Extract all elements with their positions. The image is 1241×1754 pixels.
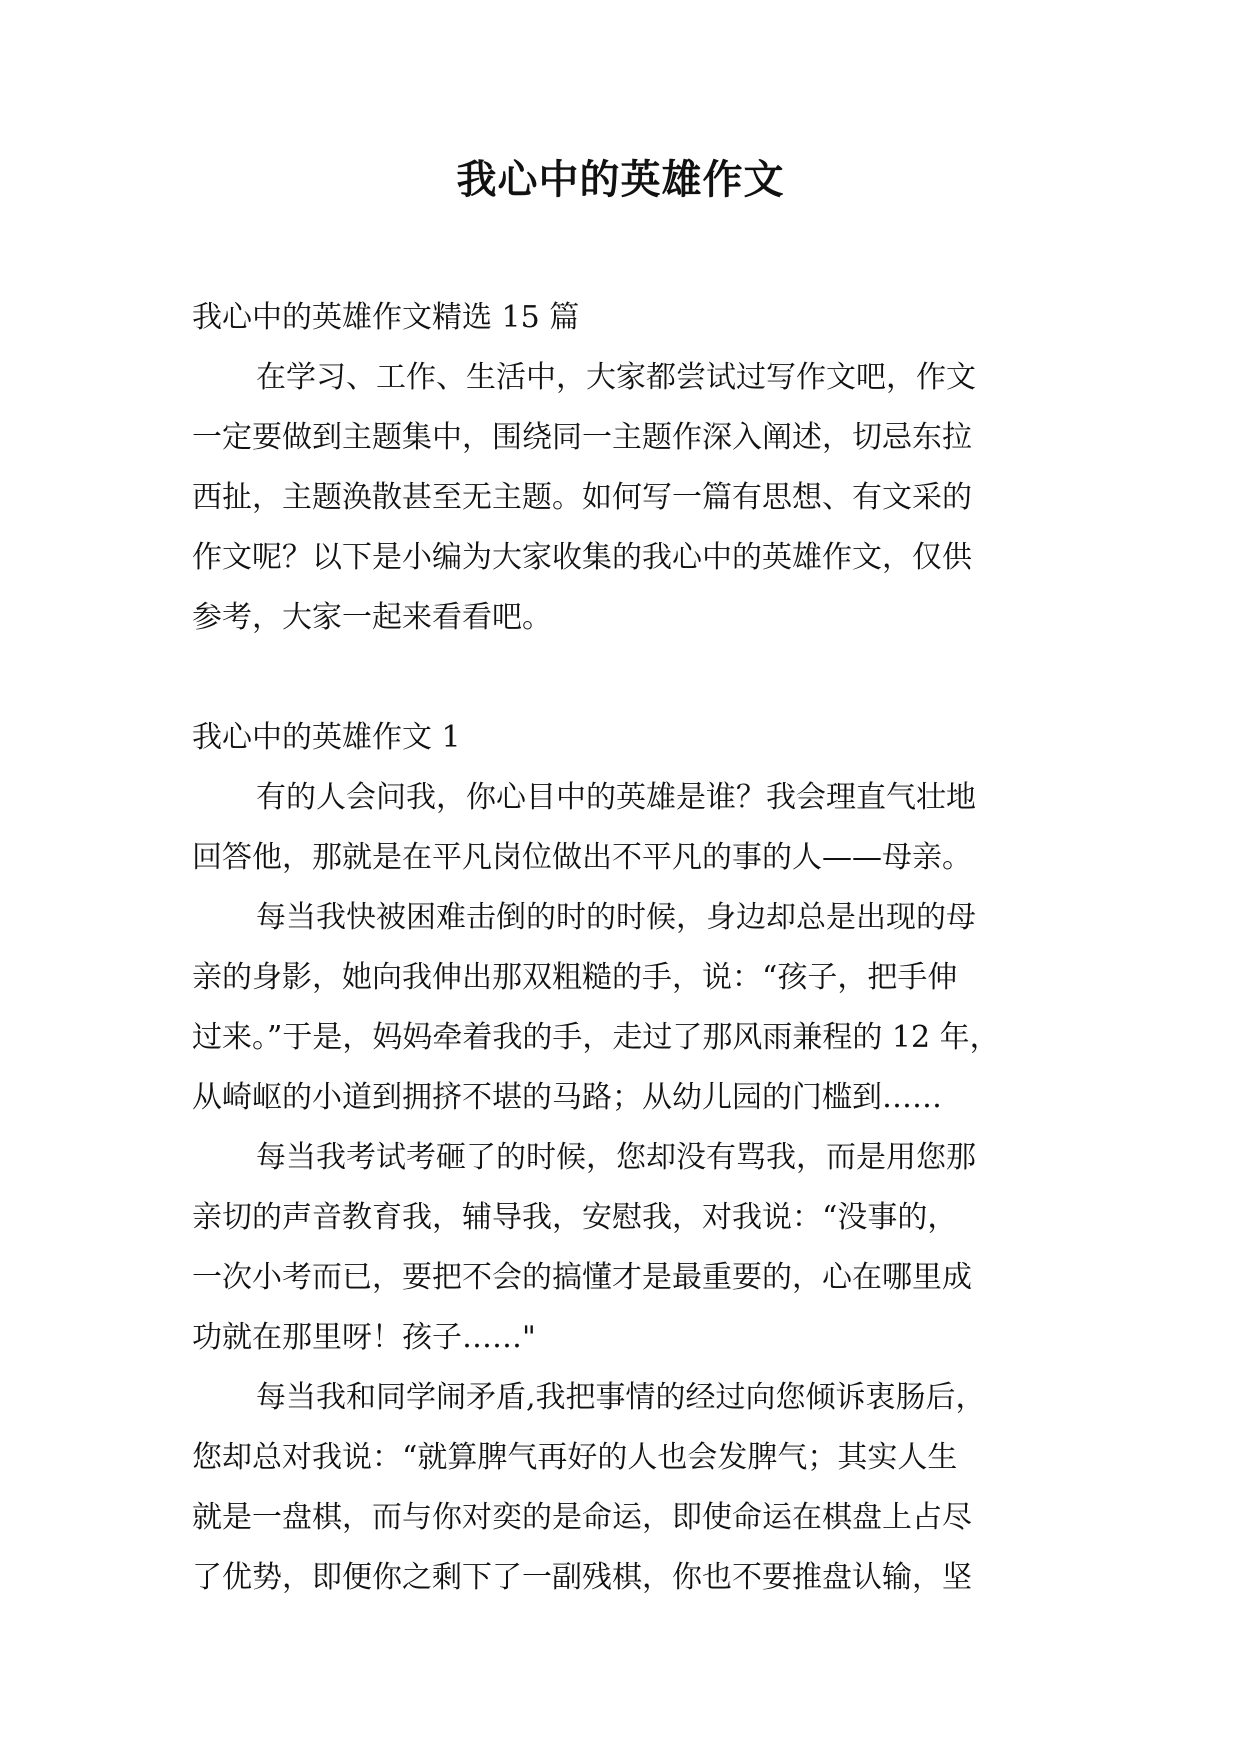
paragraph-line: 回答他，那就是在平凡岗位做出不平凡的事的人——母亲。	[192, 840, 972, 875]
paragraph-line: 有的人会问我，你心目中的英雄是谁？我会理直气壮地	[256, 780, 976, 815]
paragraph-line: 过来。”于是，妈妈牵着我的手，走过了那风雨兼程的 12 年，	[192, 1020, 1000, 1055]
paragraph-line: 每当我和同学闹矛盾,我把事情的经过向您倾诉衷肠后，	[256, 1380, 986, 1415]
intro-paragraph	[192, 348, 1062, 648]
paragraph-line: 就是一盘棋，而与你对奕的是命运，即使命运在棋盘上占尽	[192, 1500, 972, 1535]
paragraph-line: 每当我快被困难击倒的时的时候，身边却总是出现的母	[256, 900, 976, 935]
section-heading: 我心中的英雄作文 1	[192, 720, 461, 755]
essay-paragraph	[192, 1368, 1062, 1608]
essay-paragraph	[192, 768, 1062, 888]
essay-paragraph	[192, 1128, 1062, 1368]
document-body	[192, 288, 1062, 1608]
paragraph-line: 亲切的声音教育我，辅导我，安慰我，对我说：“没事的，	[192, 1200, 958, 1235]
paragraph-line: 每当我考试考砸了的时候，您却没有骂我，而是用您那	[256, 1140, 976, 1175]
paragraph-line: 功就在那里呀！孩子……"	[192, 1320, 536, 1355]
paragraph-line: 亲的身影，她向我伸出那双粗糙的手，说：“孩子，把手伸	[192, 960, 958, 995]
essay-paragraph	[192, 888, 1062, 1128]
section-spacer	[192, 648, 1062, 708]
document-title: 我心中的英雄作文	[456, 156, 785, 203]
intro-line: 作文呢？以下是小编为大家收集的我心中的英雄作文，仅供	[192, 540, 972, 575]
collection-subtitle: 我心中的英雄作文精选 15 篇	[192, 300, 580, 335]
paragraph-line: 一次小考而已，要把不会的搞懂才是最重要的，心在哪里成	[192, 1260, 972, 1295]
intro-line: 一定要做到主题集中，围绕同一主题作深入阐述，切忌东拉	[192, 420, 972, 455]
paragraph-line: 了优势，即便你之剩下了一副残棋，你也不要推盘认输，坚	[192, 1560, 972, 1595]
intro-line: 西扯，主题涣散甚至无主题。如何写一篇有思想、有文采的	[192, 480, 972, 515]
intro-line: 在学习、工作、生活中，大家都尝试过写作文吧，作文	[256, 360, 976, 395]
intro-line: 参考，大家一起来看看吧。	[192, 600, 552, 635]
paragraph-line: 您却总对我说：“就算脾气再好的人也会发脾气；其实人生	[192, 1440, 958, 1475]
paragraph-line: 从崎岖的小道到拥挤不堪的马路；从幼儿园的门槛到……	[192, 1080, 942, 1115]
